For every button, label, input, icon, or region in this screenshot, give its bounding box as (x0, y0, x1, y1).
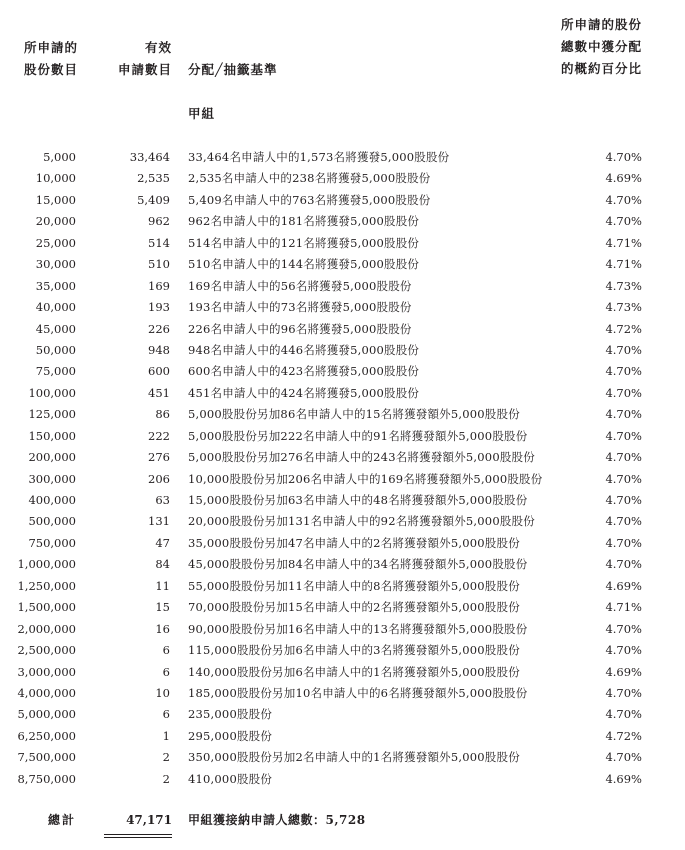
header-shares-applied (24, 37, 78, 81)
valid-applications-cell: 10 (155, 685, 170, 700)
table-row (0, 168, 685, 189)
table-row (0, 211, 685, 232)
percentage-cell: 4.72% (605, 728, 642, 743)
table-row (0, 640, 685, 661)
valid-applications-cell: 276 (148, 450, 170, 465)
percentage-cell: 4.70% (605, 214, 642, 229)
allocation-basis-cell: 185,000股股份另加10名申請人中的6名將獲發額外5,000股股份 (188, 685, 528, 700)
valid-applications-cell: 514 (148, 235, 170, 250)
table-row (0, 769, 685, 790)
percentage-cell: 4.70% (605, 707, 642, 722)
table-row (0, 704, 685, 725)
valid-applications-cell: 131 (148, 514, 170, 529)
table-row (0, 511, 685, 532)
table-row (0, 190, 685, 211)
allocation-basis-cell: 5,000股股份另加86名申請人中的15名將獲發額外5,000股股份 (188, 407, 520, 422)
valid-applications-cell: 2 (162, 771, 170, 786)
shares-applied-cell: 400,000 (28, 493, 76, 507)
allocation-basis-cell: 45,000股股份另加84名申請人中的34名將獲發額外5,000股股份 (188, 557, 528, 572)
shares-applied-cell: 4,000,000 (17, 685, 76, 700)
valid-applications-cell: 962 (148, 214, 170, 229)
shares-applied-cell: 1,500,000 (17, 600, 76, 615)
allocation-basis-cell: 115,000股股份另加6名申請人中的3名將獲發額外5,000股股份 (188, 643, 520, 658)
shares-applied-cell: 5,000 (43, 150, 76, 164)
allocation-basis-cell: 15,000股股份另加63名申請人中的48名將獲發額外5,000股股份 (188, 493, 528, 507)
valid-applications-cell: 86 (155, 407, 170, 422)
header-approx-percentage (540, 14, 642, 80)
percentage-cell: 4.70% (605, 450, 642, 465)
shares-applied-cell: 1,000,000 (17, 557, 76, 572)
valid-applications-cell: 222 (148, 428, 170, 443)
valid-applications-cell: 226 (148, 321, 170, 336)
table-row (0, 683, 685, 704)
total-count: 47,171 (126, 813, 172, 827)
allocation-basis-cell: 451名申請人中的424名將獲發5,000股股份 (188, 385, 420, 400)
table-row (0, 340, 685, 361)
total-row (0, 808, 685, 832)
allocation-basis-cell: 10,000股股份另加206名申請人中的169名將獲發額外5,000股股份 (188, 471, 543, 486)
shares-applied-cell: 150,000 (28, 428, 76, 443)
allocation-basis-cell: 514名申請人中的121名將獲發5,000股股份 (188, 235, 420, 250)
shares-applied-cell: 300,000 (28, 471, 76, 486)
header-approx-percentage-line-2: 總數中獲分配 (560, 39, 642, 54)
percentage-cell: 4.70% (605, 342, 642, 357)
header-valid-applications-line-1: 有效 (144, 40, 172, 55)
percentage-cell: 4.70% (605, 428, 642, 443)
valid-applications-cell: 6 (162, 664, 170, 679)
table-row (0, 254, 685, 275)
valid-applications-cell: 16 (155, 621, 170, 636)
allocation-basis-cell: 948名申請人中的446名將獲發5,000股股份 (188, 342, 420, 357)
allocation-basis-cell: 410,000股股份 (188, 771, 273, 786)
percentage-cell: 4.71% (605, 235, 642, 250)
valid-applications-cell: 1 (162, 728, 170, 743)
shares-applied-cell: 45,000 (35, 321, 76, 336)
table-row (0, 233, 685, 254)
allocation-basis-cell: 35,000股股份另加47名申請人中的2名將獲發額外5,000股股份 (188, 535, 520, 550)
percentage-cell: 4.70% (605, 471, 642, 486)
allocation-basis-cell: 55,000股股份另加11名申請人中的8名將獲發額外5,000股股份 (188, 578, 520, 593)
table-row (0, 361, 685, 382)
allocation-basis-cell: 510名申請人中的144名將獲發5,000股股份 (188, 257, 420, 272)
allocation-basis-cell: 169名申請人中的56名將獲發5,000股股份 (188, 278, 412, 293)
allocation-basis-cell: 193名申請人中的73名將獲發5,000股股份 (188, 300, 412, 315)
shares-applied-cell: 6,250,000 (17, 728, 76, 743)
percentage-cell: 4.70% (605, 385, 642, 400)
group-title: 甲組 (188, 106, 216, 121)
allocation-basis-cell: 20,000股股份另加131名申請人中的92名將獲發額外5,000股股份 (188, 514, 535, 529)
percentage-cell: 4.71% (605, 600, 642, 615)
table-row (0, 469, 685, 490)
percentage-cell: 4.70% (605, 685, 642, 700)
valid-applications-cell: 11 (155, 578, 170, 593)
shares-applied-cell: 50,000 (35, 342, 76, 357)
valid-applications-cell: 510 (148, 257, 170, 272)
valid-applications-cell: 84 (155, 557, 170, 572)
header-allocation-basis-text: 分配╱抽籤基準 (188, 62, 278, 77)
table-row (0, 490, 685, 511)
shares-applied-cell: 75,000 (35, 364, 76, 379)
shares-applied-cell: 750,000 (28, 535, 76, 550)
total-double-underline (104, 834, 172, 838)
shares-applied-cell: 3,000,000 (17, 664, 76, 679)
allocation-basis-cell: 2,535名申請人中的238名將獲發5,000股股份 (188, 171, 431, 186)
header-approx-percentage-line-1: 所申請的股份 (560, 17, 642, 32)
percentage-cell: 4.69% (605, 771, 642, 786)
allocation-basis-cell: 90,000股股份另加16名申請人中的13名將獲發額外5,000股股份 (188, 621, 528, 636)
percentage-cell: 4.70% (605, 750, 642, 765)
percentage-cell: 4.70% (605, 407, 642, 422)
valid-applications-cell: 2,535 (137, 171, 170, 186)
allocation-basis-cell: 226名申請人中的96名將獲發5,000股股份 (188, 321, 412, 336)
header-shares-applied-line-1: 所申請的 (24, 40, 79, 55)
table-row (0, 597, 685, 618)
table-row (0, 747, 685, 768)
shares-applied-cell: 2,000,000 (17, 621, 76, 636)
table-row (0, 404, 685, 425)
header-approx-percentage-line-3: 的概約百分比 (560, 61, 642, 76)
percentage-cell: 4.73% (605, 278, 642, 293)
percentage-cell: 4.70% (605, 621, 642, 636)
shares-applied-cell: 125,000 (28, 407, 76, 422)
valid-applications-cell: 2 (162, 750, 170, 765)
percentage-cell: 4.69% (605, 578, 642, 593)
table-row (0, 426, 685, 447)
table-row (0, 297, 685, 318)
allocation-basis-cell: 295,000股股份 (188, 728, 273, 743)
header-shares-applied-line-2: 股份數目 (24, 62, 79, 77)
allocation-basis-cell: 962名申請人中的181名將獲發5,000股股份 (188, 214, 420, 229)
percentage-cell: 4.72% (605, 321, 642, 336)
percentage-cell: 4.69% (605, 664, 642, 679)
percentage-cell: 4.70% (605, 192, 642, 207)
valid-applications-cell: 600 (148, 364, 170, 379)
percentage-cell: 4.69% (605, 171, 642, 186)
allocation-basis-cell: 600名申請人中的423名將獲發5,000股股份 (188, 364, 420, 379)
allocation-basis-cell: 235,000股股份 (188, 707, 273, 722)
shares-applied-cell: 25,000 (35, 235, 76, 250)
allocation-basis-cell: 140,000股股份另加6名申請人中的1名將獲發額外5,000股股份 (188, 664, 520, 679)
percentage-cell: 4.70% (605, 150, 642, 164)
percentage-cell: 4.70% (605, 364, 642, 379)
valid-applications-cell: 193 (148, 300, 170, 315)
valid-applications-cell: 169 (148, 278, 170, 293)
percentage-cell: 4.70% (605, 493, 642, 507)
table-row (0, 319, 685, 340)
valid-applications-cell: 6 (162, 643, 170, 658)
allocation-basis-cell: 5,409名申請人中的763名將獲發5,000股股份 (188, 192, 431, 207)
valid-applications-cell: 206 (148, 471, 170, 486)
table-row (0, 447, 685, 468)
shares-applied-cell: 8,750,000 (17, 771, 76, 786)
shares-applied-cell: 100,000 (28, 385, 76, 400)
shares-applied-cell: 40,000 (35, 300, 76, 315)
header-valid-applications-line-2: 申請數目 (118, 62, 173, 77)
shares-applied-cell: 500,000 (28, 514, 76, 529)
shares-applied-cell: 35,000 (35, 278, 76, 293)
table-row (0, 533, 685, 554)
allocation-basis-cell: 70,000股股份另加15名申請人中的2名將獲發額外5,000股股份 (188, 600, 520, 615)
table-row (0, 276, 685, 297)
valid-applications-cell: 451 (148, 385, 170, 400)
table-row (0, 147, 685, 168)
shares-applied-cell: 1,250,000 (17, 578, 76, 593)
allocation-basis-cell: 350,000股股份另加2名申請人中的1名將獲發額外5,000股股份 (188, 750, 520, 765)
shares-applied-cell: 30,000 (35, 257, 76, 272)
table-row (0, 554, 685, 575)
valid-applications-cell: 63 (155, 493, 170, 507)
total-description: 甲組獲接納申請人總數：5,728 (188, 813, 366, 827)
valid-applications-cell: 33,464 (129, 150, 170, 164)
shares-applied-cell: 7,500,000 (17, 750, 76, 765)
valid-applications-cell: 6 (162, 707, 170, 722)
shares-applied-cell: 5,000,000 (17, 707, 76, 722)
header-valid-applications (118, 37, 172, 81)
table-row (0, 726, 685, 747)
table-row (0, 383, 685, 404)
header-allocation-basis (188, 59, 278, 81)
shares-applied-cell: 15,000 (35, 192, 76, 207)
allocation-table (0, 147, 685, 790)
total-label: 總計 (48, 813, 77, 827)
allocation-basis-cell: 5,000股股份另加222名申請人中的91名將獲發額外5,000股股份 (188, 428, 528, 443)
table-row (0, 619, 685, 640)
shares-applied-cell: 200,000 (28, 450, 76, 465)
shares-applied-cell: 20,000 (35, 214, 76, 229)
allocation-basis-cell: 5,000股股份另加276名申請人中的243名將獲發額外5,000股股份 (188, 450, 535, 465)
percentage-cell: 4.70% (605, 557, 642, 572)
valid-applications-cell: 15 (155, 600, 170, 615)
percentage-cell: 4.71% (605, 257, 642, 272)
shares-applied-cell: 10,000 (35, 171, 76, 186)
percentage-cell: 4.70% (605, 535, 642, 550)
percentage-cell: 4.70% (605, 643, 642, 658)
percentage-cell: 4.70% (605, 514, 642, 529)
allocation-basis-cell: 33,464名申請人中的1,573名將獲發5,000股股份 (188, 150, 450, 164)
percentage-cell: 4.73% (605, 300, 642, 315)
valid-applications-cell: 47 (155, 535, 170, 550)
shares-applied-cell: 2,500,000 (17, 643, 76, 658)
valid-applications-cell: 948 (148, 342, 170, 357)
table-row (0, 576, 685, 597)
valid-applications-cell: 5,409 (137, 192, 170, 207)
table-row (0, 662, 685, 683)
